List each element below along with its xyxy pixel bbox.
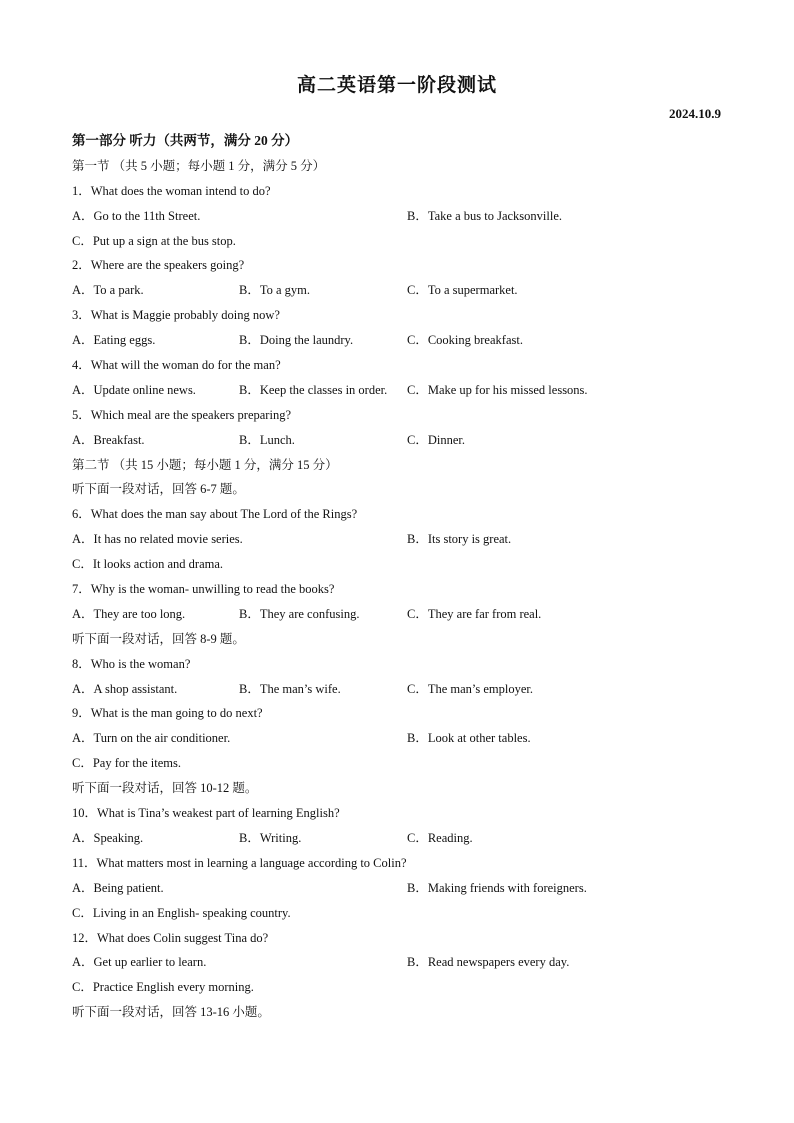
q1-option-b: B．Take a bus to Jacksonville. xyxy=(407,208,562,223)
q7-option-c: C．They are far from real. xyxy=(407,606,542,621)
section-heading-2: 第二节 （共 15 小题；每小题 1 分，满分 15 分） xyxy=(72,457,338,472)
q8-option-a: A．A shop assistant. xyxy=(72,681,178,696)
q12-option-a: A．Get up earlier to learn. xyxy=(72,955,207,970)
q12-option-b: B．Read newspapers every day. xyxy=(407,955,570,970)
q9-option-a: A．Turn on the air conditioner. xyxy=(72,731,231,746)
q3-option-c: C．Cooking breakfast. xyxy=(407,333,523,348)
q2-option-a: A．To a park. xyxy=(72,283,144,298)
q9-option-b: B．Look at other tables. xyxy=(407,731,531,746)
q4-option-c: C．Make up for his missed lessons. xyxy=(407,382,588,397)
question-6-options-row xyxy=(72,527,732,552)
q3-option-b: B．Doing the laundry. xyxy=(239,333,354,348)
question-7-options-row xyxy=(72,602,732,627)
exam-content xyxy=(72,129,732,1025)
page-title: 高二英语第一阶段测试 xyxy=(296,74,497,96)
exam-date: 2024.10.9 xyxy=(669,106,721,121)
question-3-options-row xyxy=(72,328,732,353)
question-4-options-row xyxy=(72,378,732,403)
question-6: 6．What does the man say about The Lord of the Rings? xyxy=(72,507,358,522)
q6-option-a: A．It has no related movie series. xyxy=(72,532,243,547)
question-11-options-row xyxy=(72,876,732,901)
question-12: 12．What does Colin suggest Tina do? xyxy=(72,930,269,945)
q8-option-b: B．The man’s wife. xyxy=(239,681,341,696)
q8-option-c: C．The man’s employer. xyxy=(407,681,534,696)
q6-option-b: B．Its story is great. xyxy=(407,532,512,547)
question-5-options-row xyxy=(72,428,732,453)
question-10: 10．What is Tina’s weakest part of learning English? xyxy=(72,806,340,821)
question-8: 8．Who is the woman? xyxy=(72,656,191,671)
instruction-13-16: 听下面一段对话，回答 13-16 小题。 xyxy=(72,1005,270,1020)
section-heading: 第一节 （共 5 小题；每小题 1 分，满分 5 分） xyxy=(72,158,326,173)
q1-option-c: C．Put up a sign at the bus stop. xyxy=(72,233,236,248)
q10-option-b: B．Writing. xyxy=(239,830,302,845)
question-1-options-row xyxy=(72,204,732,229)
q7-option-b: B．They are confusing. xyxy=(239,606,360,621)
q10-option-a: A．Speaking. xyxy=(72,830,144,845)
q12-option-c: C．Practice English every morning. xyxy=(72,980,254,995)
question-11: 11．What matters most in learning a language according to Colin? xyxy=(72,855,407,870)
q11-option-c: C．Living in an English- speaking country. xyxy=(72,905,291,920)
question-9: 9．What is the man going to do next? xyxy=(72,706,263,721)
q5-option-b: B．Lunch. xyxy=(239,432,295,447)
question-2-options-row xyxy=(72,278,732,303)
part-heading: 第一部分 听力（共两节，满分 20 分） xyxy=(72,133,299,148)
q10-option-c: C．Reading. xyxy=(407,830,473,845)
q2-option-b: B．To a gym. xyxy=(239,283,310,298)
q5-option-c: C．Dinner. xyxy=(407,432,465,447)
q4-option-b: B．Keep the classes in order. xyxy=(239,382,388,397)
q3-option-a: A．Eating eggs. xyxy=(72,333,156,348)
question-12-options-row xyxy=(72,950,732,975)
q7-option-a: A．They are too long. xyxy=(72,606,186,621)
q11-option-a: A．Being patient. xyxy=(72,880,164,895)
q5-option-a: A．Breakfast. xyxy=(72,432,145,447)
question-8-options-row xyxy=(72,677,732,702)
question-10-options-row xyxy=(72,826,732,851)
question-5: 5．Which meal are the speakers preparing? xyxy=(72,407,291,422)
q2-option-c: C．To a supermarket. xyxy=(407,283,518,298)
q4-option-a: A．Update online news. xyxy=(72,382,196,397)
q9-option-c: C．Pay for the items. xyxy=(72,756,182,771)
question-4: 4．What will the woman do for the man? xyxy=(72,358,281,373)
instruction-10-12: 听下面一段对话，回答 10-12 题。 xyxy=(72,781,258,796)
question-2: 2．Where are the speakers going? xyxy=(72,258,245,273)
q11-option-b: B．Making friends with foreigners. xyxy=(407,880,587,895)
q6-option-c: C．It looks action and drama. xyxy=(72,557,224,572)
question-1: 1．What does the woman intend to do? xyxy=(72,183,271,198)
question-9-options-row xyxy=(72,726,732,751)
instruction-6-7: 听下面一段对话，回答 6-7 题。 xyxy=(72,482,245,497)
question-7: 7．Why is the woman- unwilling to read the books? xyxy=(72,582,335,597)
instruction-8-9: 听下面一段对话，回答 8-9 题。 xyxy=(72,631,245,646)
q1-option-a: A．Go to the 11th Street. xyxy=(72,208,201,223)
question-3: 3．What is Maggie probably doing now? xyxy=(72,308,280,323)
